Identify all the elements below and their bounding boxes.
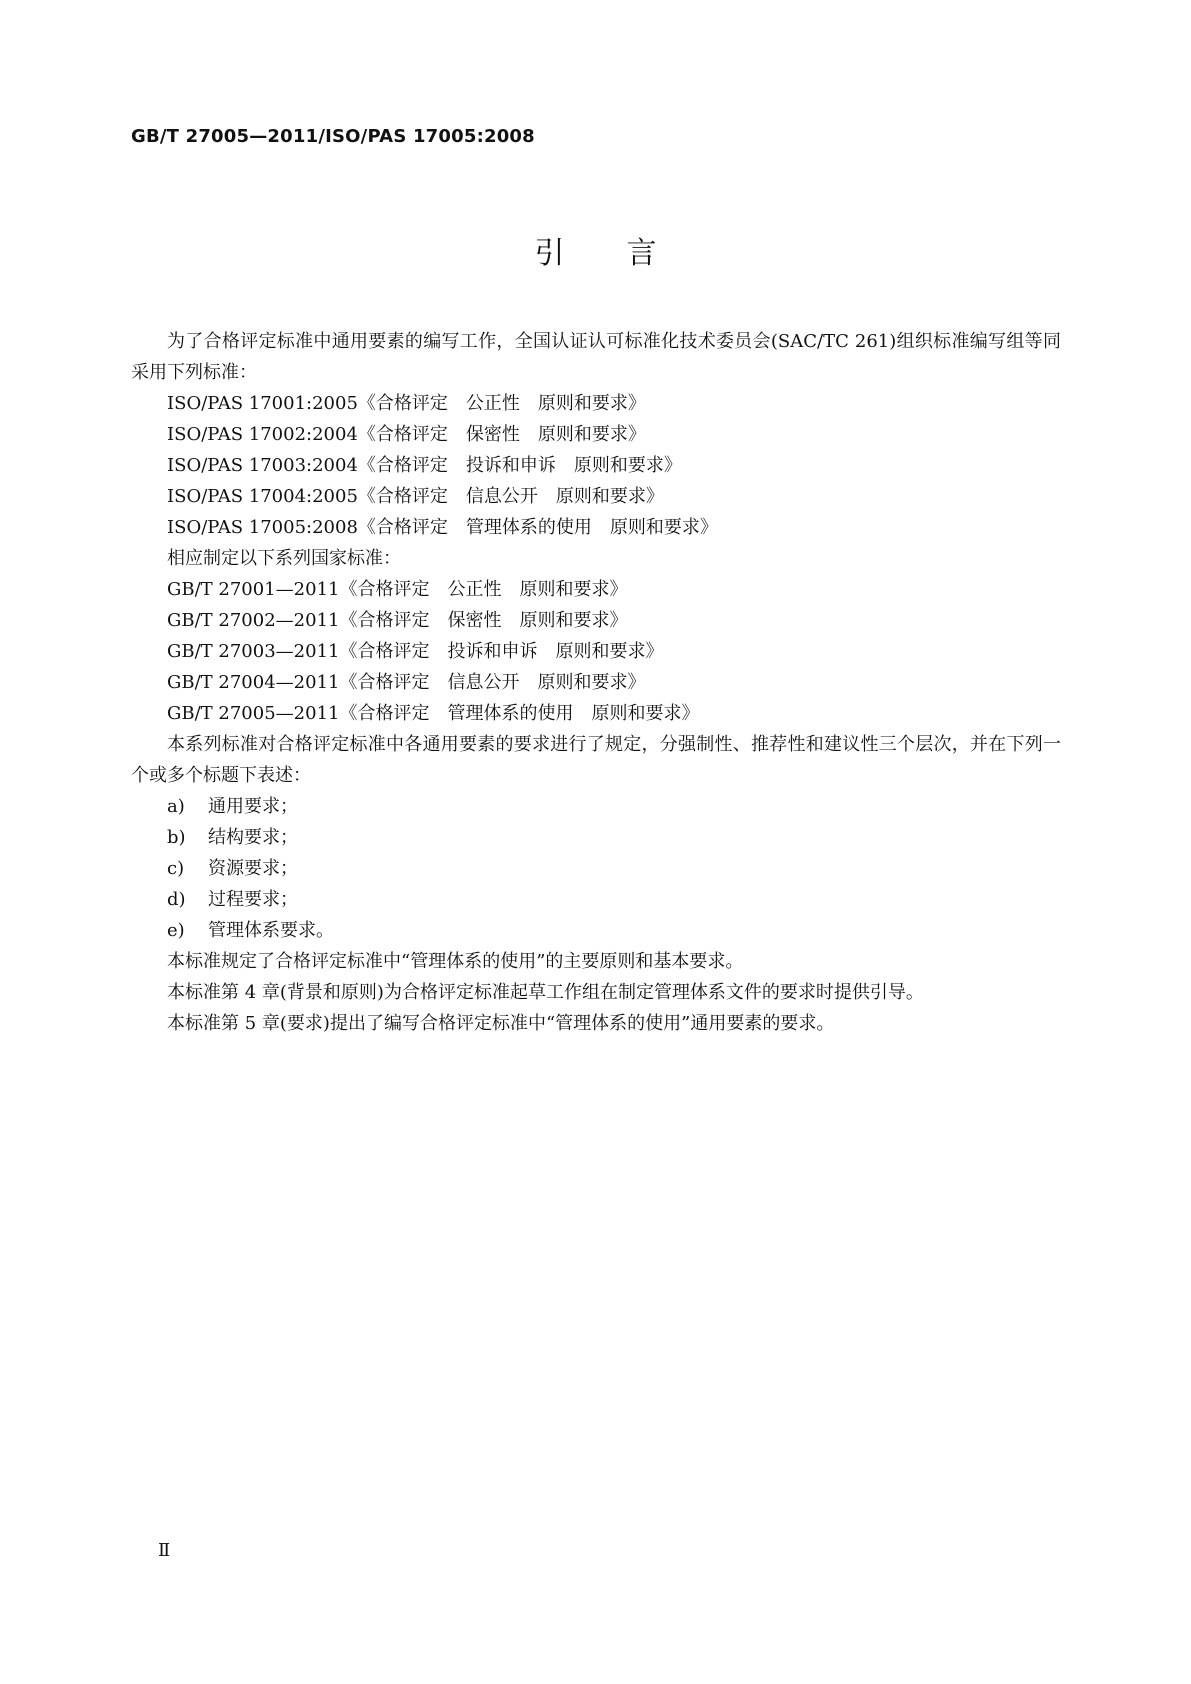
heading-item-label: d) [167,889,186,910]
intro-paragraph: 为了合格评定标准中通用要素的编写工作，全国认证认可标准化技术委员会(SAC/TC 261)组织标准编写组等同采用下列标准： [131,331,1061,383]
gb-standard-item: GB/T 27005—2011《合格评定 管理体系的使用 原则和要求》 [167,703,700,724]
heading-list [131,791,1061,946]
iso-standard-item: ISO/PAS 17004:2005《合格评定 信息公开 原则和要求》 [167,486,664,507]
heading-item-text: 过程要求； [208,889,298,910]
heading-item [131,915,1061,946]
heading-item-label: c) [167,858,185,879]
introduction-body [131,326,1061,1039]
iso-standard-item: ISO/PAS 17002:2004《合格评定 保密性 原则和要求》 [167,424,646,445]
iso-standard-item: ISO/PAS 17003:2004《合格评定 投诉和申诉 原则和要求》 [167,455,682,476]
heading-item [131,791,1061,822]
page-number: Ⅱ [158,1540,171,1561]
gb-standard-item: GB/T 27001—2011《合格评定 公正性 原则和要求》 [167,579,628,600]
iso-standard-item: ISO/PAS 17005:2008《合格评定 管理体系的使用 原则和要求》 [167,517,718,538]
gb-standard-item: GB/T 27002—2011《合格评定 保密性 原则和要求》 [167,610,628,631]
heading-item-text: 结构要求； [208,827,298,848]
heading-item [131,853,1061,884]
national-standards-intro: 相应制定以下系列国家标准： [167,548,401,569]
closing-paragraph: 本标准第 4 章(背景和原则)为合格评定标准起草工作组在制定管理体系文件的要求时提供引导。 [167,982,924,1003]
heading-item-text: 管理体系要求。 [208,920,334,941]
closing-paragraph: 本标准规定了合格评定标准中“管理体系的使用”的主要原则和基本要求。 [167,951,744,972]
heading-item [131,884,1061,915]
gb-standard-item: GB/T 27003—2011《合格评定 投诉和申诉 原则和要求》 [167,641,664,662]
heading-item-label: b) [167,827,186,848]
closing-paragraph: 本标准第 5 章(要求)提出了编写合格评定标准中“管理体系的使用”通用要素的要求。 [167,1013,835,1034]
heading-item-text: 资源要求； [208,858,298,879]
series-paragraph: 本系列标准对合格评定标准中各通用要素的要求进行了规定，分强制性、推荐性和建议性三个层次，并在下列一个或多个标题下表述： [131,734,1061,786]
heading-item-label: e) [167,920,185,941]
document-code-header: GB/T 27005—2011/ISO/PAS 17005:2008 [131,126,535,147]
gb-standard-item: GB/T 27004—2011《合格评定 信息公开 原则和要求》 [167,672,646,693]
iso-standards-list [131,388,1061,543]
heading-item-label: a) [167,796,185,817]
heading-item-text: 通用要求； [208,796,298,817]
iso-standard-item: ISO/PAS 17001:2005《合格评定 公正性 原则和要求》 [167,393,646,414]
heading-item [131,822,1061,853]
gb-standards-list [131,574,1061,729]
page-title: 引言 [534,236,719,271]
